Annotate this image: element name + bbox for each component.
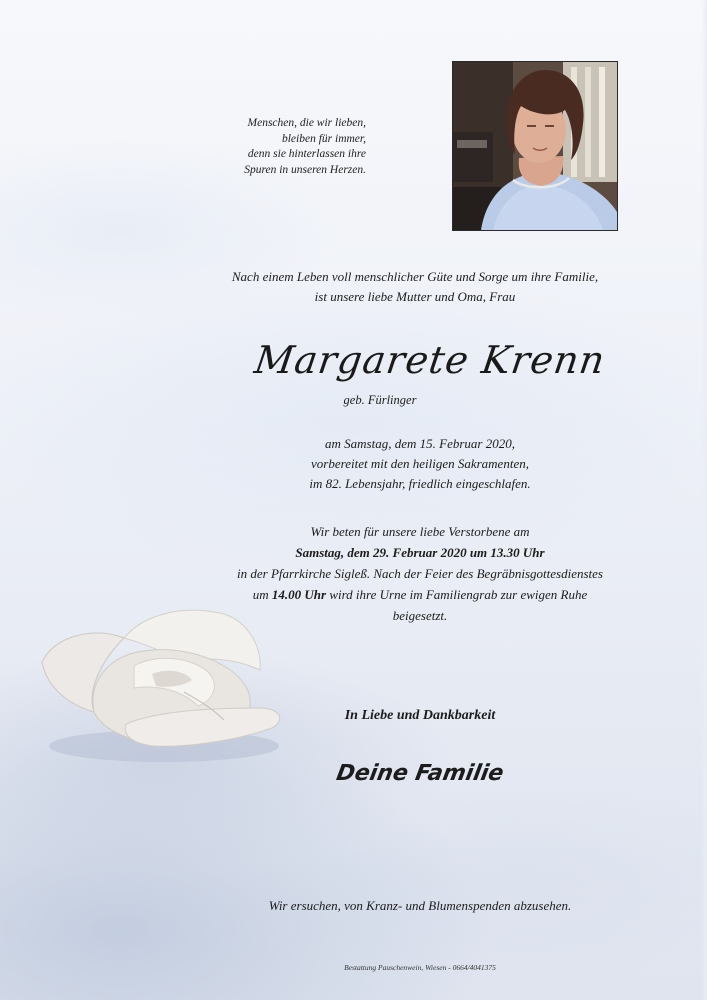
funeral-line: in der Pfarrkirche Sigleß. Nach der Feier des Begräbnisgottesdienstes	[237, 566, 603, 581]
death-notice	[260, 434, 580, 494]
quote-line: denn sie hinterlassen ihre	[247, 148, 366, 160]
flower-request: Wir ersuchen, von Kranz- und Blumenspenden abzusehen.	[268, 898, 572, 913]
deceased-name: Margarete Krenn	[251, 338, 609, 382]
quote-line: Menschen, die wir lieben,	[247, 117, 366, 129]
funeral-date-time: Samstag, dem 29. Februar 2020 um 13.30 Uhr	[295, 545, 545, 560]
death-line: vorbereitet mit den heiligen Sakramenten,	[311, 456, 529, 471]
burial-time: 14.00 Uhr	[271, 587, 327, 602]
quote-line: bleiben für immer,	[281, 132, 366, 145]
quote-line: Spuren in unseren Herzen.	[244, 163, 366, 176]
memorial-quote	[200, 116, 366, 178]
intro-line: Nach einem Leben voll menschlicher Güte und Sorge um ihre Familie,	[231, 269, 599, 284]
death-line: am Samstag, dem 15. Februar 2020,	[325, 436, 515, 451]
rose-image	[34, 596, 294, 766]
death-line: im 82. Lebensjahr, friedlich eingeschlafen.	[309, 476, 531, 491]
intro-text	[170, 267, 660, 307]
birth-name: geb. Fürlinger	[343, 393, 417, 407]
intro-line: ist unsere liebe Mutter und Oma, Frau	[314, 289, 516, 304]
page-edge	[701, 0, 707, 1000]
funeral-line: beigesetzt.	[392, 608, 448, 623]
funeral-home-footer: Bestattung Pauschenwein, Wiesen - 0664/4041375	[344, 963, 496, 972]
funeral-line: Wir beten für unsere liebe Verstorbene am	[310, 524, 530, 539]
family-signature: Deine Familie	[334, 761, 506, 786]
closing-phrase: In Liebe und Dankbarkeit	[344, 708, 496, 723]
funeral-line-suffix: wird ihre Urne im Familiengrab zur ewigen Ruhe	[329, 587, 588, 602]
funeral-line-prefix: um	[252, 587, 269, 602]
portrait-photo	[452, 61, 618, 231]
